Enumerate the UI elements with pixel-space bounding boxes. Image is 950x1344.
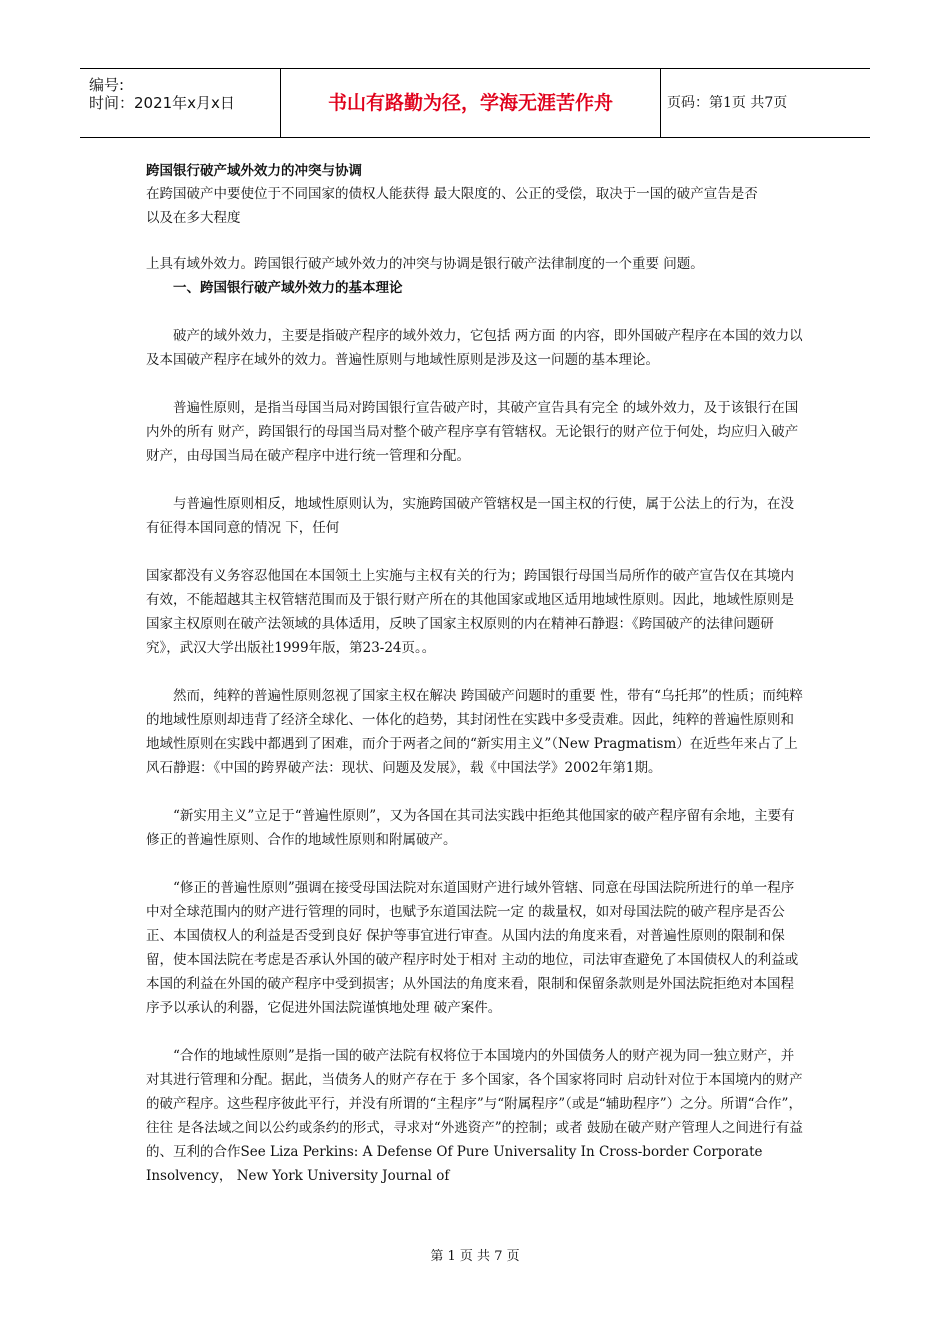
page-footer: 第 1 页 共 7 页 bbox=[430, 1249, 520, 1264]
serial-label: 编号: bbox=[89, 76, 125, 94]
document-title: 跨国银行破产域外效力的冲突与协调 bbox=[146, 163, 362, 179]
paragraph: 国家都没有义务容忍他国在本国领土上实施与主权有关的行为；跨国银行母国当局所作的破产宣告仅在其境内有效，不能超越其主权管辖范围而及于银行财产所在的其他国家或地区适用地域性原则。因此，地域性原则是国家主权原则在破产法领域的具体适用，反映了国家主权原则的内在精神石静遐：《跨国破产的法律问题研究》，武汉大学出版社1999年版，第23-24页。。 bbox=[146, 568, 794, 656]
paragraph: “合作的地域性原则”是指一国的破产法院有权将位于本国境内的外国债务人的财产视为同一独立财产，并对其进行管理和分配。据此，当债务人的财产存在于 多个国家，各个国家将同时 启动针对位于本国境内的财产的破产程序。这些程序彼此平行，并没有所谓的“主程序”与“附属程序”（或是“辅助程序”）之分。所谓“合作”，往往 是各法域之间以公约或条约的形式，寻求对“外逃资产”的控制；或者 鼓励在破产财产管理人之间进行有益的、互利的合作See Liza Perkins: A Defense Of Pure Universality In Cross-border Corporate Insolvency， New York University Journal of bbox=[146, 1048, 803, 1184]
paragraph: 普遍性原则，是指当母国当局对跨国银行宣告破产时，其破产宣告具有完全 的域外效力，及于该银行在国内外的所有 财产，跨国银行的母国当局对整个破产程序享有管辖权。无论银行的财产位于何处，均应归入破产财产，由母国当局在破产程序中进行统一管理和分配。 bbox=[146, 400, 799, 464]
paragraph: “修正的普遍性原则”强调在接受母国法院对东道国财产进行域外管辖、同意在母国法院所进行的单一程序中对全球范围内的财产进行管理的同时，也赋予东道国法院一定 的裁量权，如对母国法院的破产程序是否公正、本国债权人的利益是否受到良好 保护等事宜进行审查。从国内法的角度来看，对普遍性原则的限制和保留，使本国法院在考虑是否承认外国的破产程序时处于相对 主动的地位，司法审查避免了本国债权人的利益或本国的利益在外国的破产程序中受到损害；从外国法的角度来看，限制和保留条款则是外国法院拒绝对本国程序予以承认的利器，它促进外国法院谨慎地处理 破产案件。 bbox=[146, 880, 799, 1016]
section-heading: 一、跨国银行破产域外效力的基本理论 bbox=[173, 280, 403, 296]
paragraph: 然而，纯粹的普遍性原则忽视了国家主权在解决 跨国破产问题时的重要 性，带有“乌托邦”的性质；而纯粹的地域性原则却违背了经济全球化、一体化的趋势，其封闭性在实践中多受责难。因此，纯粹的普遍性原则和地域性原则在实践中都遇到了困难，而介于两者之间的“新实用主义”（New Pragmatism）在近些年来占了上风石静遐：《中国的跨界破产法：现状、问题及发展》，载《中国法学》2002年第1期。 bbox=[146, 688, 803, 776]
paragraph: 破产的域外效力，主要是指破产程序的域外效力，它包括 两方面 的内容，即外国破产程序在本国的效力以及本国破产程序在域外的效力。普遍性原则与地域性原则是涉及这一问题的基本理论。 bbox=[146, 328, 803, 368]
document-body bbox=[146, 160, 806, 1188]
paragraph: 上具有域外效力。跨国银行破产域外效力的冲突与协调是银行破产法律制度的一个重要 问题。 bbox=[146, 256, 704, 272]
date-line: 时间：2021年x月x日 bbox=[89, 94, 235, 112]
paragraph-intro-line1: 在跨国破产中要使位于不同国家的债权人能获得 最大限度的、公正的受偿，取决于一国的破产宣告是否 bbox=[146, 186, 758, 202]
header-info-cell bbox=[80, 69, 281, 137]
paragraph-intro-line2: 以及在多大程度 bbox=[146, 210, 241, 226]
paragraph: 与普遍性原则相反，地域性原则认为，实施跨国破产管辖权是一国主权的行使，属于公法上的行为，在没有征得本国同意的情况 下，任何 bbox=[146, 496, 794, 536]
header-motto: 书山有路勤为径，学海无涯苦作舟 bbox=[281, 69, 661, 137]
header-page-code: 页码：第1页 共7页 bbox=[667, 95, 788, 111]
page-header bbox=[80, 68, 870, 138]
paragraph: “新实用主义”立足于“普遍性原则”，又为各国在其司法实践中拒绝其他国家的破产程序留有余地，主要有修正的普遍性原则、合作的地域性原则和附属破产。 bbox=[146, 808, 795, 848]
